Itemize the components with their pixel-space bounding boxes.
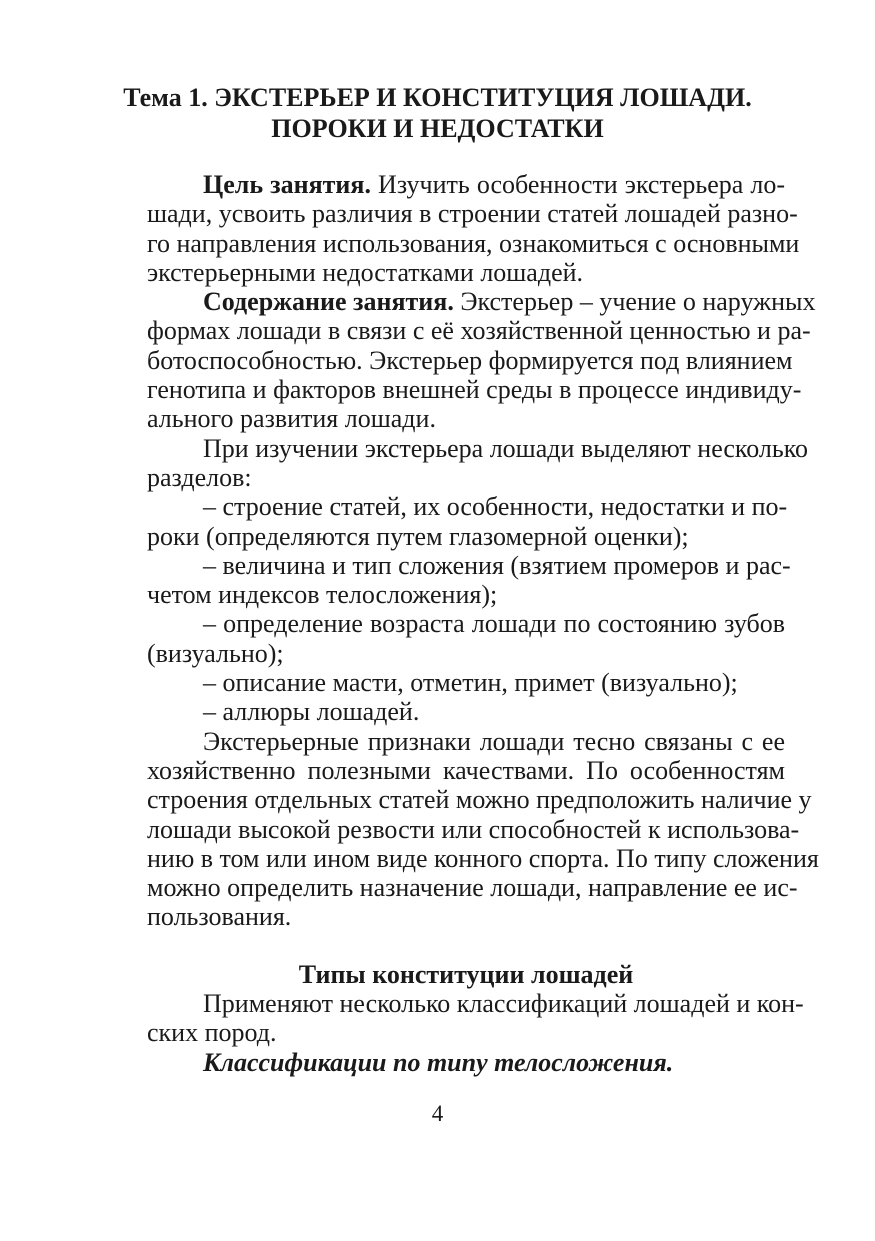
list-item: – аллюры лошадей. <box>203 697 420 727</box>
content-paragraph-line: генотипа и факторов внешней среды в процессе индивиду- <box>147 375 802 405</box>
title-line-1: Тема 1. ЭКСТЕРЬЕР И КОНСТИТУЦИЯ ЛОШАДИ. <box>123 83 752 112</box>
goal-paragraph-line: экстерьерными недостатками лошадей. <box>147 257 584 287</box>
content-paragraph-line: ботоспособностью. Экстерьер формируется под влиянием <box>147 345 793 375</box>
goal-paragraph-line: Цель занятия. Изучить особенности экстерьера ло- <box>203 170 785 199</box>
goal-paragraph-line: го направления использования, ознакомиться с основными <box>147 228 800 258</box>
list-item: – строение статей, их особенности, недостатки и по- <box>203 492 788 522</box>
features-paragraph-line: хозяйственно полезными качествами. По особенностям <box>147 755 785 785</box>
features-paragraph-line: лошади высокой резвости или способностей к использова- <box>147 814 800 844</box>
list-item: – описание масти, отметин, примет (визуально); <box>203 668 738 698</box>
subsection-heading: Классификации по типу телосложения. <box>203 1047 674 1077</box>
types-paragraph-line: ских пород. <box>147 1018 277 1048</box>
list-item-continuation: (визуально); <box>147 638 284 668</box>
page-title <box>0 82 875 144</box>
content-paragraph-line: Содержание занятия. Экстерьер – учение о наружных <box>203 287 816 317</box>
features-paragraph-line: можно определить назначение лошади, направление ее ис- <box>147 873 798 903</box>
list-item-continuation: четом индексов телосложения); <box>147 580 498 610</box>
features-paragraph-line: строения отдельных статей можно предположить наличие у <box>147 785 812 815</box>
body-text <box>147 170 819 1077</box>
sections-paragraph-line: При изучении экстерьера лошади выделяют несколько <box>203 433 809 463</box>
content-label: Содержание занятия. <box>203 287 454 317</box>
page-number: 4 <box>431 1101 444 1126</box>
list-item: – определение возраста лошади по состоянию зубов <box>203 609 785 639</box>
list-item: – величина и тип сложения (взятием промеров и рас- <box>203 550 791 580</box>
content-paragraph-line: ального развития лошади. <box>147 404 436 434</box>
features-paragraph-line: Экстерьерные признаки лошади тесно связаны с ее <box>203 726 785 756</box>
features-paragraph-line: нию в том или ином виде конного спорта. По типу сложения <box>147 843 819 873</box>
sections-paragraph-line: разделов: <box>147 462 252 492</box>
list-item-continuation: роки (определяются путем глазомерной оценки); <box>147 521 689 551</box>
content-paragraph-line: формах лошади в связи с её хозяйственной ценностью и ра- <box>147 316 811 346</box>
features-paragraph-line: пользования. <box>147 902 292 932</box>
title-line-2: ПОРОКИ И НЕДОСТАТКИ <box>271 114 604 143</box>
section-heading: Типы конституции лошадей <box>298 959 634 989</box>
goal-paragraph-line: шади, усвоить различия в строении статей лошадей разно- <box>147 199 798 229</box>
goal-label: Цель занятия. <box>203 170 371 199</box>
types-paragraph-line: Применяют несколько классификаций лошадей и кон- <box>203 989 804 1019</box>
